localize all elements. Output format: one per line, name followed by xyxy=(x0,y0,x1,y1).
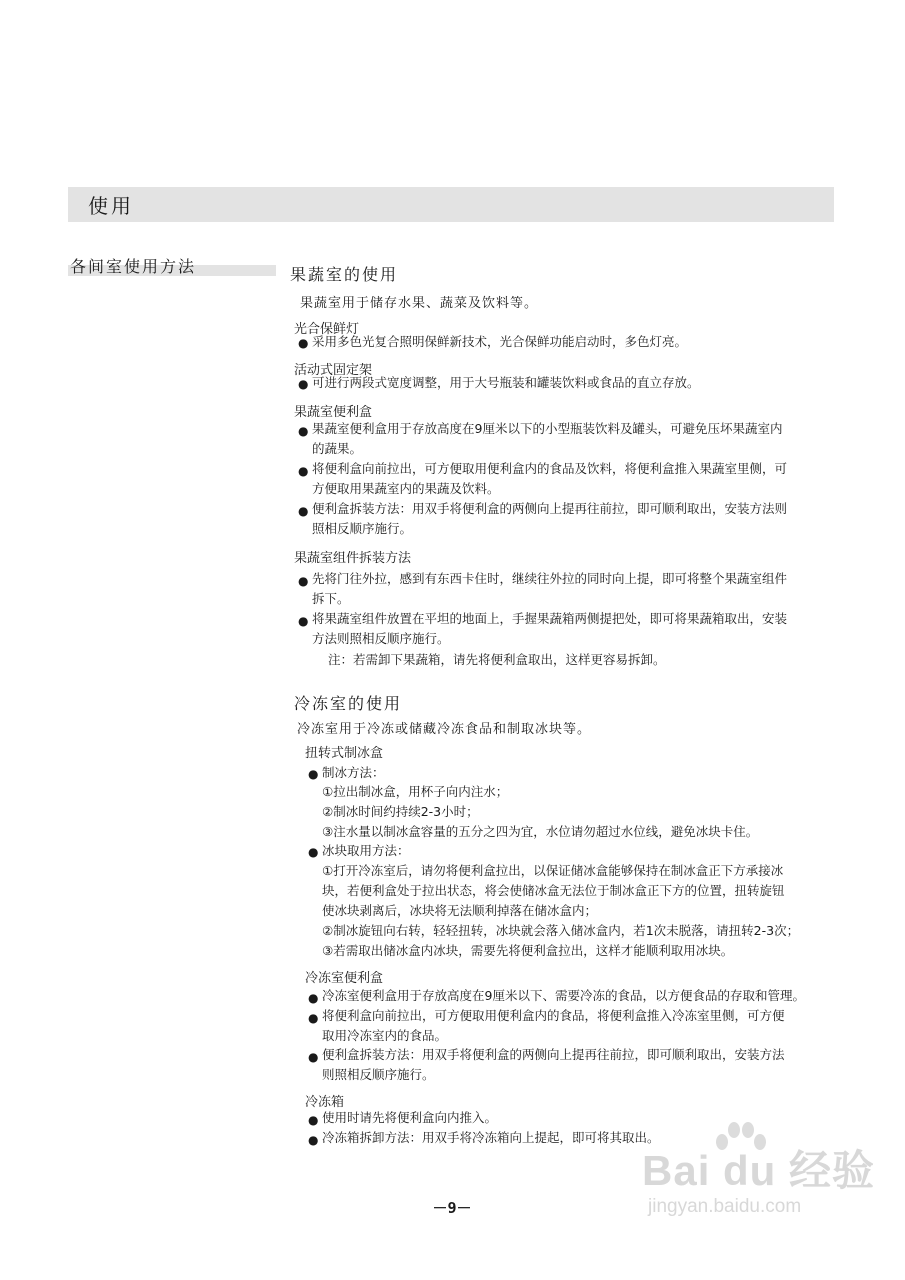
light-item: 采用多色光复合照明保鲜新技术，光合保鲜功能启动时，多色灯亮。 xyxy=(312,334,688,349)
take-step-1-cont2: 使冰块剥离后，冰块将无法顺利掉落在储冰盒内； xyxy=(322,903,598,918)
freezer-box-item-3: 便利盒拆装方法：用双手将便利盒的两侧向上提再往前拉，即可顺利取出，安装方法 xyxy=(322,1047,785,1062)
assembly-item-1-cont: 拆下。 xyxy=(312,591,350,606)
freezer-box-item-1: 冷冻室便利盒用于存放高度在9厘米以下、需要冷冻的食品，以方便食品的存取和管理。 xyxy=(322,988,805,1003)
bullet-icon: ● xyxy=(298,424,309,438)
make-step-2: ②制冰时间约持续2-3小时； xyxy=(322,804,479,819)
freezer-box-item-2-cont: 取用冷冻室内的食品。 xyxy=(322,1028,448,1043)
fruit-box-item-3-cont: 照相反顺序施行。 xyxy=(312,521,413,536)
take-step-2: ②制冰旋钮向右转，轻轻扭转，冰块就会落入储冰盒内，若1次未脱落，请扭转2-3次； xyxy=(322,923,800,938)
sidebar-title: 各间室使用方法 xyxy=(70,257,197,276)
watermark-url: jingyan.baidu.com xyxy=(648,1196,802,1217)
light-heading: 光合保鲜灯 xyxy=(294,322,360,337)
shelf-heading: 活动式固定架 xyxy=(294,363,373,378)
make-step-1: ①拉出制冰盒，用杯子向内注水； xyxy=(322,784,509,799)
freezer-box-heading: 冷冻室便利盒 xyxy=(305,971,384,986)
freezer-box-item-3-cont: 则照相反顺序施行。 xyxy=(322,1067,435,1082)
take-step-3: ③若需取出储冰盒内冰块，需要先将便利盒拉出，这样才能顺利取用冰块。 xyxy=(322,943,734,958)
assembly-item-2: 将果蔬室组件放置在平坦的地面上，手握果蔬箱两侧提把处，即可将果蔬箱取出，安装 xyxy=(312,611,788,626)
bullet-icon: ● xyxy=(308,767,319,781)
fruit-box-item-3: 便利盒拆装方法：用双手将便利盒的两侧向上提再往前拉，即可顺利取出，安装方法则 xyxy=(312,501,788,516)
bullet-icon: ● xyxy=(308,1011,319,1025)
drawer-item-1: 使用时请先将便利盒向内推入。 xyxy=(322,1110,498,1125)
drawer-item-2: 冷冻箱拆卸方法：用双手将冷冻箱向上提起，即可将其取出。 xyxy=(322,1130,660,1145)
make-label: 制冰方法： xyxy=(322,765,385,780)
fruit-intro: 果蔬室用于储存水果、蔬菜及饮料等。 xyxy=(300,296,539,311)
bullet-icon: ● xyxy=(308,1050,319,1064)
bullet-icon: ● xyxy=(308,991,319,1005)
assembly-item-2-cont: 方法则照相反顺序施行。 xyxy=(312,631,450,646)
take-step-1: ①打开冷冻室后，请勿将便利盒拉出，以保证储冰盒能够保持在制冰盒正下方承接冰 xyxy=(322,863,784,878)
shelf-item: 可进行两段式宽度调整，用于大号瓶装和罐装饮料或食品的直立存放。 xyxy=(312,375,700,390)
fruit-box-item-2: 将便利盒向前拉出，可方便取用便利盒内的食品及饮料，将便利盒推入果蔬室里侧，可 xyxy=(312,461,788,476)
watermark-brand: Bai du 经验 xyxy=(642,1147,876,1194)
fruit-box-heading: 果蔬室便利盒 xyxy=(294,405,373,420)
bullet-icon: ● xyxy=(298,336,309,350)
assembly-heading: 果蔬室组件拆装方法 xyxy=(294,551,412,566)
bullet-icon: ● xyxy=(298,377,309,391)
fruit-section-title: 果蔬室的使用 xyxy=(290,265,399,284)
drawer-heading: 冷冻箱 xyxy=(305,1095,345,1110)
fruit-box-item-2-cont: 方便取用果蔬室内的果蔬及饮料。 xyxy=(312,481,500,496)
assembly-item-1: 先将门往外拉，感到有东西卡住时，继续往外拉的同时向上提，即可将整个果蔬室组件 xyxy=(312,571,788,586)
section-header-bar xyxy=(68,187,834,222)
bullet-icon: ● xyxy=(308,1113,319,1127)
assembly-note: 注：若需卸下果蔬箱，请先将便利盒取出，这样更容易拆卸。 xyxy=(328,652,666,667)
bullet-icon: ● xyxy=(298,504,309,518)
freezer-intro: 冷冻室用于冷冻或储藏冷冻食品和制取冰块等。 xyxy=(297,722,592,737)
page-title: 使用 xyxy=(88,194,134,218)
page-number: －9－ xyxy=(432,1199,472,1217)
take-label: 冰块取用方法： xyxy=(322,843,410,858)
make-step-3: ③注水量以制冰盒容量的五分之四为宜，水位请勿超过水位线，避免冰块卡住。 xyxy=(322,824,759,839)
bullet-icon: ● xyxy=(298,574,309,588)
bullet-icon: ● xyxy=(298,614,309,628)
fruit-box-item-1-cont: 的蔬果。 xyxy=(312,441,363,456)
bullet-icon: ● xyxy=(308,1133,319,1147)
take-step-1-cont: 块，若便利盒处于拉出状态，将会使储冰盒无法位于制冰盒正下方的位置，扭转旋钮 xyxy=(322,883,785,898)
fruit-box-item-1: 果蔬室便利盒用于存放高度在9厘米以下的小型瓶装饮料及罐头，可避免压坏果蔬室内 xyxy=(312,421,783,436)
bullet-icon: ● xyxy=(298,464,309,478)
bullet-icon: ● xyxy=(308,845,319,859)
icemaker-heading: 扭转式制冰盒 xyxy=(305,746,384,761)
freezer-box-item-2: 将便利盒向前拉出，可方便取用便利盒内的食品，将便利盒推入冷冻室里侧，可方便 xyxy=(322,1008,785,1023)
freezer-section-title: 冷冻室的使用 xyxy=(294,694,403,713)
